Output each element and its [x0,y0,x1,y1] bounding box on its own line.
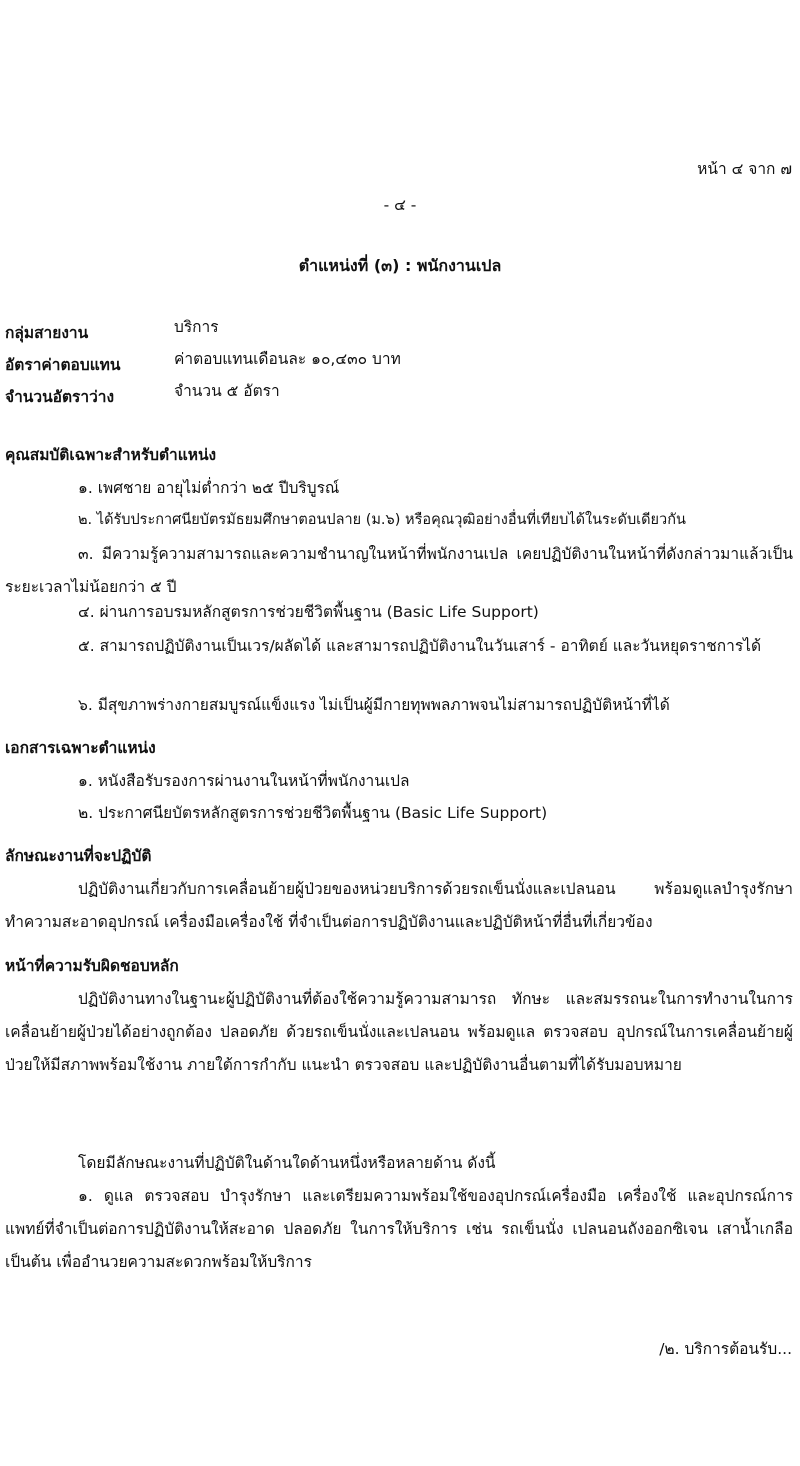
qualification-item-6: ๖. มีสุขภาพร่างกายสมบูรณ์แข็งแรง ไม่เป็นผู้มีกายทุพพลภาพจนไม่สามารถปฏิบัติหน้าที่ได้ [78,696,670,714]
qualifications-heading: คุณสมบัติเฉพาะสำหรับตำแหน่ง [5,446,217,464]
salary-label: อัตราค่าตอบแทน [5,356,121,374]
qualification-item-2: ๒. ได้รับประกาศนียบัตรมัธยมศึกษาตอนปลาย (ม.๖) หรือคุณวุฒิอย่างอื่นที่เทียบได้ในระดับเดียวกัน [78,512,686,528]
vacancy-value: จำนวน ๕ อัตรา [174,382,280,400]
responsibilities-text: ปฏิบัติงานทางในฐานะผู้ปฏิบัติงานที่ต้องใช้ความรู้ความสามารถ ทักษะ และสมรรถนะในการทำงานในการเคลื่อนย้ายผู้ป่วยได้อย่างถูกต้อง ปลอดภัย ด้วยรถเข็นนั่งและเปลนอน พร้อมดูแล ตรวจสอบ อุปกรณ์ในการเคลื่อนย้ายผู้ป่วยให้มีสภาพพร้อมใช้งาน ภายใต้การกำกับ แนะนำ ตรวจสอบ และปฏิบัติงานอื่นตามที่ได้รับมอบหมาย [5,990,793,1074]
responsibilities-intro: โดยมีลักษณะงานที่ปฏิบัติในด้านใดด้านหนึ่งหรือหลายด้าน ดังนี้ [78,1154,496,1172]
page-number: - ๔ - [383,196,417,214]
page-of-label: หน้า ๔ จาก ๗ [697,160,792,178]
job-nature-heading: ลักษณะงานที่จะปฏิบัติ [5,847,152,865]
responsibilities-heading: หน้าที่ความรับผิดชอบหลัก [5,957,179,975]
qualification-item-5: ๕. สามารถปฏิบัติงานเป็นเวร/ผลัดได้ และสามารถปฏิบัติงานในวันเสาร์ - อาทิตย์ และวันหยุดราชการได้ [78,637,762,655]
document-item-1: ๑. หนังสือรับรองการผ่านงานในหน้าที่พนักงานเปล [78,772,410,790]
qualification-item-1: ๑. เพศชาย อายุไม่ต่ำกว่า ๒๕ ปีบริบูรณ์ [78,479,340,497]
responsibility-item-1: ๑. ดูแล ตรวจสอบ บำรุงรักษา และเตรียมความพร้อมใช้ของอุปกรณ์เครื่องมือ เครื่องใช้ และอุปกรณ์การแพทย์ที่จำเป็นต่อการปฏิบัติงานให้สะอาด ปลอดภัย ในการให้บริการ เช่น รถเข็นนั่ง เปลนอนถังออกซิเจน เสาน้ำเกลือ เป็นต้น เพื่ออำนวยความสะดวกพร้อมให้บริการ [5,1187,793,1271]
document-item-2: ๒. ประกาศนียบัตรหลักสูตรการช่วยชีวิตพื้นฐาน (Basic Life Support) [78,804,548,822]
job-nature-text: ปฏิบัติงานเกี่ยวกับการเคลื่อนย้ายผู้ป่วยของหน่วยบริการด้วยรถเข็นนั่งและเปลนอน พร้อมดูแลบำรุงรักษา ทำความสะอาดอุปกรณ์ เครื่องมือเครื่องใช้ ที่จำเป็นต่อการปฏิบัติงานและปฏิบัติหน้าที่อื่นที่เกี่ยวข้อง [5,880,793,931]
continued-label: /๒. บริการต้อนรับ... [659,1340,792,1358]
group-label: กลุ่มสายงาน [5,324,89,342]
vacancy-label: จำนวนอัตราว่าง [5,388,115,406]
position-title: ตำแหน่งที่ (๓) : พนักงานเปล [298,256,502,275]
group-value: บริการ [174,318,219,336]
salary-value: ค่าตอบแทนเดือนละ ๑๐,๔๓๐ บาท [174,350,401,368]
documents-heading: เอกสารเฉพาะตำแหน่ง [5,739,156,757]
qualification-item-4: ๔. ผ่านการอบรมหลักสูตรการช่วยชีวิตพื้นฐาน (Basic Life Support) [78,603,539,621]
qualification-item-3: ๓. มีความรู้ความสามารถและความชำนาญในหน้าที่พนักงานเปล เคยปฏิบัติงานในหน้าที่ดังกล่าวมาแล้วเป็นระยะเวลาไม่น้อยกว่า ๕ ปี [5,545,793,596]
